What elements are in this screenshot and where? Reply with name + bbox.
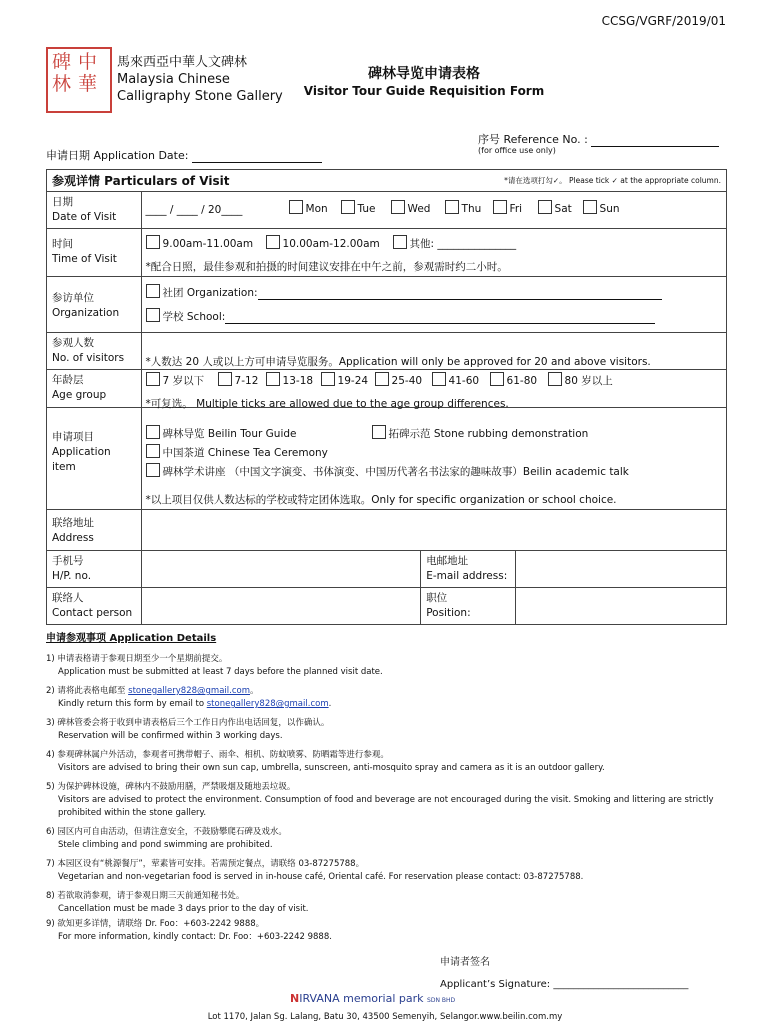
org-name-en-2: Calligraphy Stone Gallery [117, 89, 283, 104]
age-option[interactable]: 7 岁以下 [146, 372, 205, 388]
item-note: *以上项目仅供人数达标的学校或特定团体选取。Only for specific organization or school choice. [145, 494, 617, 506]
particulars-title: 参观详情 Particulars of Visit [52, 174, 230, 188]
item-label-en-2: item [52, 461, 76, 473]
org-name-cn: 馬來西亞中華人文碑林 [117, 55, 248, 70]
org-name-en-1: Malaysia Chinese [117, 72, 230, 87]
item-label-cn: 申请项目 [52, 431, 94, 443]
details-item: 3) 碑林管委会将于收到申请表格后三个工作日内作出电话回复，以作确认。 Reservation will be confirmed within 3 working days. [46, 718, 330, 741]
nirvana-logo: NIRVANA memorial park SDN BHD [290, 992, 456, 1005]
phone-field[interactable] [141, 551, 421, 588]
organization-field[interactable] [258, 299, 662, 300]
checkbox[interactable] [146, 235, 160, 249]
phone-label [47, 551, 142, 588]
age-label-en: Age group [52, 389, 107, 401]
application-date-field[interactable] [192, 162, 322, 163]
footer-address: Lot 1170, Jalan Sg. Lalang, Batu 30, 43500 Semenyih, Selangor.www.beilin.com.my [207, 1012, 563, 1022]
contact-field[interactable] [141, 588, 421, 625]
org-label [47, 277, 142, 333]
time-cell[interactable] [141, 229, 726, 277]
checkbox[interactable] [341, 200, 355, 214]
age-option[interactable]: 80 岁以上 [548, 372, 613, 388]
checkbox[interactable] [146, 463, 160, 477]
phone-label-en: H/P. no. [52, 570, 92, 582]
school-option[interactable]: 学校 School: [146, 308, 656, 324]
org-label-en: Organization [52, 307, 120, 319]
seal-char: 華 [78, 73, 98, 95]
item-tour-guide[interactable]: 碑林导览 Beilin Tour Guide [146, 425, 297, 441]
seal-char: 林 [52, 73, 72, 95]
age-option[interactable]: 61-80 [490, 372, 538, 387]
email-label [421, 551, 516, 588]
details-item: 2) 请将此表格电邮至 stonegallery828@gmail.com。 Kindly return this form by email to stonegallery828@gmail.com. [46, 686, 332, 709]
item-label [47, 408, 142, 510]
time-option-1[interactable]: 9.00am-11.00am [146, 235, 254, 250]
age-label [47, 370, 142, 408]
checkbox[interactable] [391, 200, 405, 214]
email-link[interactable]: stonegallery828@gmail.com [128, 686, 250, 696]
email-link[interactable]: stonegallery828@gmail.com [206, 699, 329, 709]
visitors-label-cn: 参观人数 [52, 337, 94, 349]
application-date[interactable] [46, 147, 322, 163]
applicant-signature[interactable] [440, 952, 688, 996]
form-title-cn: 碑林导览申请表格 [368, 66, 480, 82]
date-label-cn: 日期 [52, 196, 73, 208]
age-option[interactable]: 7-12 [218, 372, 259, 387]
day-mon[interactable]: Mon [289, 200, 328, 215]
checkbox[interactable] [375, 372, 389, 386]
age-option[interactable]: 19-24 [321, 372, 369, 387]
item-tea-ceremony[interactable]: 中国茶道 Chinese Tea Ceremony [146, 444, 328, 460]
particulars-header [47, 170, 727, 192]
day-wed[interactable]: Wed [391, 200, 431, 215]
contact-label-en: Contact person [52, 607, 133, 619]
reference-no[interactable] [478, 131, 719, 147]
details-item: 5) 为保护碑林设施，碑林内不鼓励用膳，严禁吸烟及随地丢垃圾。 Visitors are advised to protect the environment. Consumption of food and beverage are not encouraged during the visit. Smoking and littering are strictly prohibited within the stone gallery. [46, 782, 714, 818]
checkbox[interactable] [146, 444, 160, 458]
org-cell[interactable] [141, 277, 726, 333]
checkbox[interactable] [372, 425, 386, 439]
particulars-table [46, 169, 727, 625]
age-label-cn: 年龄层 [52, 374, 84, 386]
school-field[interactable] [225, 323, 655, 324]
details-title: 申请参观事项 Application Details [46, 633, 217, 644]
reference-label: 序号 Reference No. : [478, 133, 588, 146]
time-note: *配合日照，最佳参观和拍摄的时间建议安排在中午之前，参观需时约二小时。 [145, 261, 508, 273]
email-field[interactable] [515, 551, 726, 588]
item-cell[interactable] [141, 408, 726, 510]
visitors-note: *人数达 20 人或以上方可申请导览服务。Application will only be approved for 20 and above visitors. [145, 356, 651, 368]
application-date-label: 申请日期 Application Date: [46, 149, 189, 162]
signature-label-cn: 申请者签名 [440, 957, 490, 968]
checkbox[interactable] [548, 372, 562, 386]
details-item: 4) 参观碑林属户外活动，参观者可携带帽子、雨伞、相机、防蚊喷雾、防晒霜等进行参观。 Visitors are advised to bring their own sun cap, umbrella, sunscreen, anti-mosquito spray and camera as it is an outdoor gallery. [46, 750, 605, 773]
reference-field[interactable] [591, 146, 719, 147]
age-option[interactable]: 25-40 [375, 372, 423, 387]
details-item: 6) 园区内可自由活动，但请注意安全，不鼓励攀爬石碑及戏水。 Stele climbing and pond swimming are prohibited. [46, 827, 287, 850]
checkbox[interactable] [218, 372, 232, 386]
checkbox[interactable] [432, 372, 446, 386]
time-label-cn: 时间 [52, 238, 73, 250]
phone-label-cn: 手机号 [52, 555, 84, 567]
checkbox[interactable] [490, 372, 504, 386]
signature-label-en[interactable]: Applicant’s Signature: ___________________________ [440, 979, 689, 990]
day-fri[interactable]: Fri [493, 200, 523, 215]
checkbox[interactable] [146, 308, 160, 322]
form-code: CCSG/VGRF/2019/01 [601, 14, 726, 28]
day-sun[interactable]: Sun [583, 200, 620, 215]
date-label [47, 192, 142, 229]
address-label-en: Address [52, 532, 94, 544]
day-tue[interactable]: Tue [341, 200, 376, 215]
tick-note: *请在选项打勾✓。 Please tick ✓ at the appropriate column. [504, 176, 721, 185]
checkbox[interactable] [445, 200, 459, 214]
details-item: 1) 申请表格请于参观日期至少一个星期前提交。 Application must be submitted at least 7 days before the planned visit date. [46, 654, 383, 677]
checkbox[interactable] [393, 235, 407, 249]
details-item: 9) 欲知更多详情，请联络 Dr. Foo：+603-2242 9888。 For more information, kindly contact: Dr. Foo：+603-2242 9888. [46, 919, 332, 942]
checkbox[interactable] [146, 425, 160, 439]
position-field[interactable] [515, 588, 726, 625]
position-label-cn: 职位 [426, 592, 448, 604]
item-stone-rubbing[interactable]: 拓碑示范 Stone rubbing demonstration [372, 425, 589, 441]
checkbox[interactable] [146, 372, 160, 386]
checkbox[interactable] [538, 200, 552, 214]
position-label [421, 588, 516, 625]
details-item: 8) 若欲取消参观，请于参观日期三天前通知秘书处。 Cancellation must be made 3 days prior to the day of visit. [46, 891, 309, 914]
date-field[interactable]: ____ / ____ / 20____ [145, 204, 243, 216]
item-label-en: Application [52, 446, 111, 458]
checkbox[interactable] [146, 284, 160, 298]
visitors-label [47, 333, 142, 370]
position-label-en: Position: [426, 607, 471, 619]
contact-label [47, 588, 142, 625]
visitors-cell[interactable] [141, 333, 726, 370]
checkbox[interactable] [321, 372, 335, 386]
date-cell[interactable] [141, 192, 726, 229]
application-details [46, 632, 727, 950]
time-option-other[interactable]: 其他: _______________ [393, 235, 517, 251]
address-label [47, 510, 142, 551]
day-thu[interactable]: Thu [445, 200, 482, 215]
checkbox[interactable] [583, 200, 597, 214]
time-option-2[interactable]: 10.00am-12.00am [266, 235, 380, 250]
age-option[interactable]: 13-18 [266, 372, 314, 387]
date-label-en: Date of Visit [52, 211, 117, 223]
org-label-cn: 参访单位 [52, 292, 94, 304]
organization-option[interactable]: 社团 Organization: [146, 284, 662, 300]
seal-char: 中 [78, 51, 98, 73]
item-academic-talk[interactable]: 碑林学术讲座 （中国文字演变、书体演变、中国历代著名书法家的趣味故事）Beilin academic talk [146, 463, 629, 479]
form-title-en: Visitor Tour Guide Requisition Form [303, 84, 545, 98]
checkbox[interactable] [266, 235, 280, 249]
email-label-cn: 电邮地址 [426, 555, 469, 567]
day-sat[interactable]: Sat [538, 200, 572, 215]
checkbox[interactable] [289, 200, 303, 214]
email-label-en: E-mail address: [426, 570, 508, 582]
contact-label-cn: 联络人 [52, 592, 84, 604]
checkbox[interactable] [266, 372, 280, 386]
age-option[interactable]: 41-60 [432, 372, 480, 387]
office-use-note: (for office use only) [478, 146, 556, 155]
details-item: 7) 本园区设有“桃源餐厅”，荤素皆可安排。若需预定餐点，请联络 03-87275788。 Vegetarian and non-vegetarian food is served in in-house café, Oriental café. For reservation please contact: 03-87275788. [46, 859, 584, 882]
address-label-cn: 联络地址 [52, 517, 94, 529]
time-label-en: Time of Visit [52, 253, 117, 265]
time-label [47, 229, 142, 277]
visitors-label-en: No. of visitors [52, 352, 125, 364]
checkbox[interactable] [493, 200, 507, 214]
seal-char: 碑 [52, 51, 72, 73]
age-cell[interactable] [141, 370, 726, 408]
address-field[interactable] [141, 510, 726, 551]
age-note: *可复选。 Multiple ticks are allowed due to the age group differences. [145, 398, 509, 410]
